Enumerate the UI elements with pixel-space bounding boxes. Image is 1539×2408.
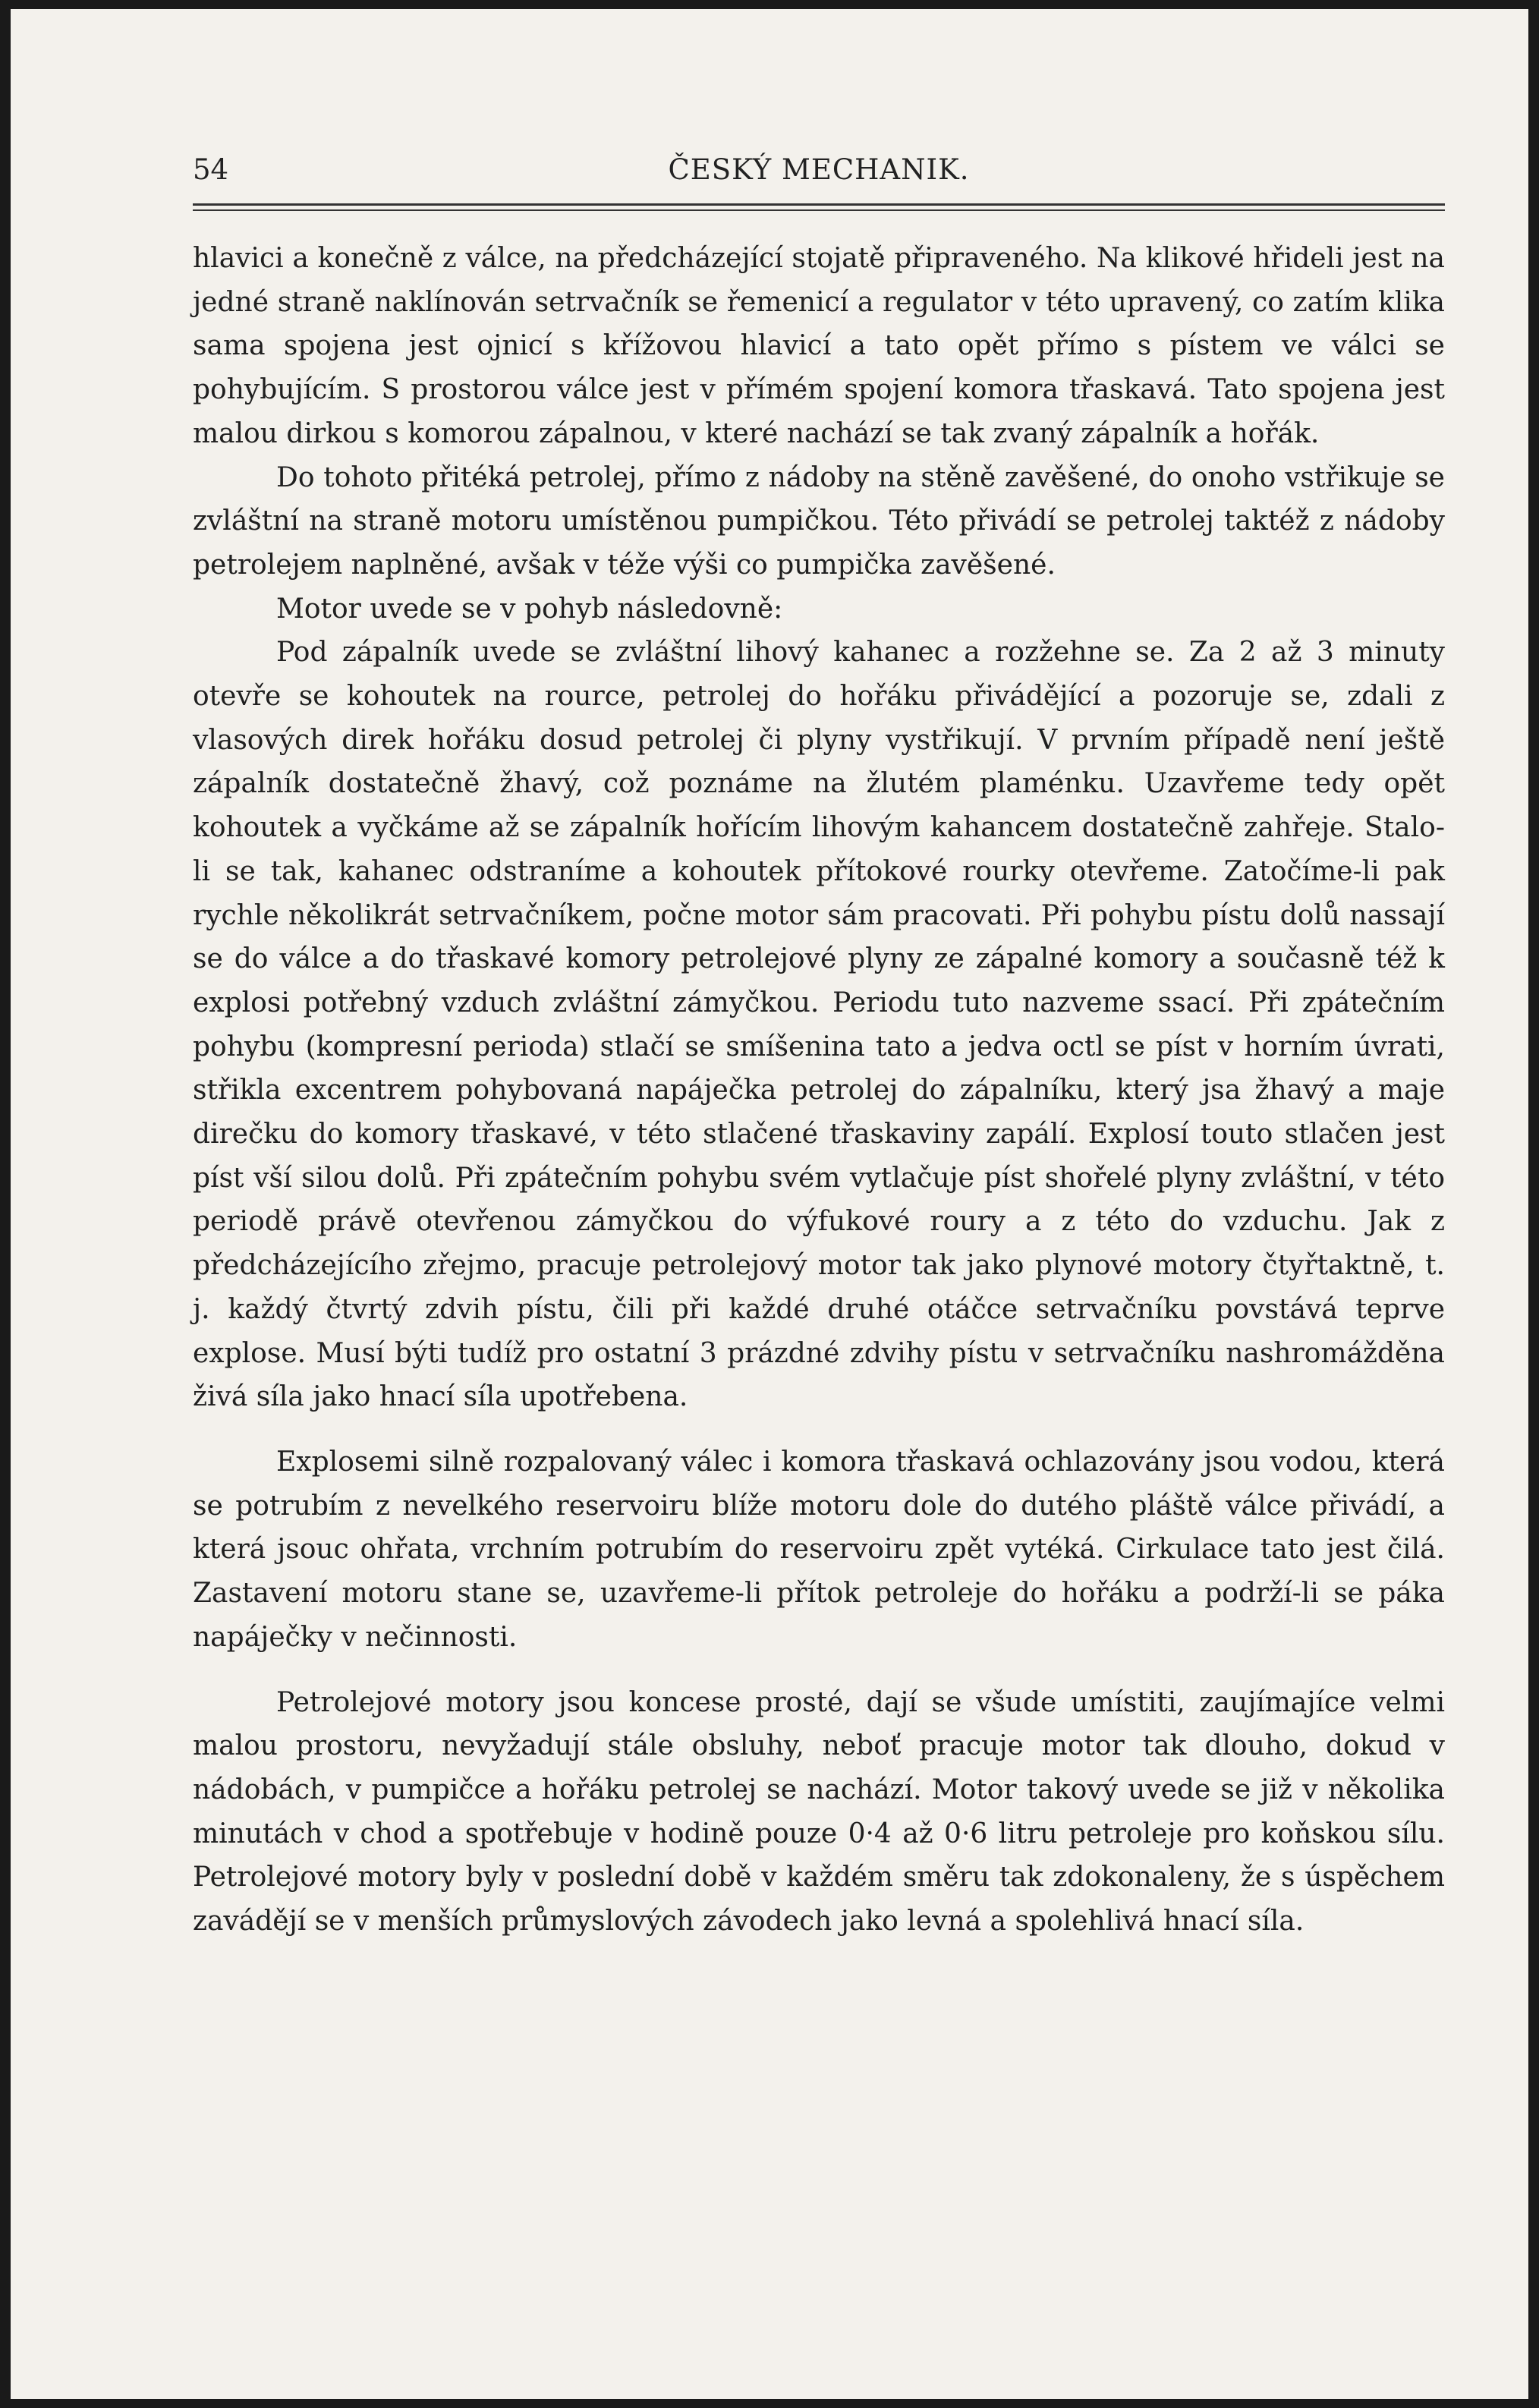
paragraph-5: Explosemi silně rozpalovaný válec i komora třaskavá ochlazovány jsou vodou, která se potrubím z nevelkého reservoiru blíže motoru dole do dutého pláště válce přivádí, a která jsouc ohřata, vrchním potrubím do reservoiru zpět vytéká. Cirkulace tato jest čilá. Zastavení motoru stane se, uzavřeme-li přítok petroleje do hořáku a podrží-li se páka napáječky v nečinnosti. — [193, 1446, 1445, 1653]
paragraph-4: Pod zápalník uvede se zvláštní lihový kahanec a rozžehne se. Za 2 až 3 minuty otevře se kohoutek na rource, petrolej do hořáku přivádějící a pozoruje se, zdali z vlasových direk hořáku dosud petrolej či plyny vystřikují. V prvním případě není ještě zápalník dostatečně žhavý, což poznáme na žlutém plaménku. Uzavřeme tedy opět kohoutek a vyčkáme až se zápalník hořícím lihovým kahancem dostatečně zahřeje. Stalo-li se tak, kahanec odstraníme a kohoutek přítokové rourky otevřeme. Zatočíme-li pak rychle několikrát setrvačníkem, počne motor sám pracovati. Při pohybu pístu dolů nassají se do válce a do třaskavé komory petrolejové plyny ze zápalné komory a současně též k explosi potřebný vzduch zvláštní zámyčkou. Periodu tuto nazveme ssací. Při zpátečním pohybu (kompresní perioda) stlačí se smíšenina tato a jedva octl se píst v horním úvrati, střikla excentrem pohybovaná napáječka petrolej do zápalníku, který jsa žhavý a maje direčku do komory třaskavé, v této stlačené třaskaviny zapálí. Explosí touto stlačen jest píst vší silou dolů. Při zpátečním pohybu svém vytlačuje píst shořelé plyny zvláštní, v této periodě právě otevřenou zámyčkou do výfukové roury a z této do vzduchu. Jak z předcházejícího zřejmo, pracuje petrolejový motor tak jako plynové motory čtyřtaktně, t. j. každý čtvrtý zdvih pístu, čili při každé druhé otáčce setrvačníku povstává teprve explose. Musí býti tudíž pro ostatní 3 prázdné zdvihy pístu v setrvačníku nashromážděna živá síla jako hnací síla upotřebena. — [193, 637, 1445, 1413]
page-header — [193, 153, 1445, 191]
header-rule-bottom — [193, 209, 1445, 211]
header-rule-top — [193, 203, 1445, 206]
scanned-page — [11, 9, 1528, 2399]
paragraph-1: hlavici a konečně z válce, na předcházející stojatě připraveného. Na klikové hřideli jest na jedné straně naklínován setrvačník se řemenicí a regulator v této upravený, co zatím klika sama spojena jest ojnicí s křížovou hlavicí a tato opět přímo s pístem ve válci se pohybujícím. S prostorou válce jest v přímém spojení komora třaskavá. Tato spojena jest malou dirkou s komorou zápalnou, v které nachází se tak zvaný zápalník a hořák. — [193, 243, 1445, 449]
paragraph-3: Motor uvede se v pohyb následovně: — [276, 593, 783, 625]
page-number: 54 — [193, 153, 229, 186]
paragraph-2: Do tohoto přitéká petrolej, přímo z nádoby na stěně zavěšené, do onoho vstřikuje se zvláštní na straně motoru umístěnou pumpičkou. Této přivádí se petrolej taktéž z nádoby petrolejem naplněné, avšak v téže výši co pumpička zavěšené. — [193, 461, 1445, 581]
running-title: ČESKÝ MECHANIK. — [668, 153, 970, 186]
paragraph-6: Petrolejové motory jsou koncese prosté, dají se všude umístiti, zaujímajíce velmi malou prostoru, nevyžadují stále obsluhy, neboť pracuje motor tak dlouho, dokud v nádobách, v pumpičce a hořáku petrolej se nachází. Motor takový uvede se již v několika minutách v chod a spotřebuje v hodině pouze 0·4 až 0·6 litru petroleje pro koňskou sílu. Petrolejové motory byly v poslední době v každém směru tak zdokonaleny, že s úspěchem zavádějí se v menších průmyslových závodech jako levná a spolehlivá hnací síla. — [193, 1686, 1445, 1937]
article-body — [193, 237, 1445, 1944]
